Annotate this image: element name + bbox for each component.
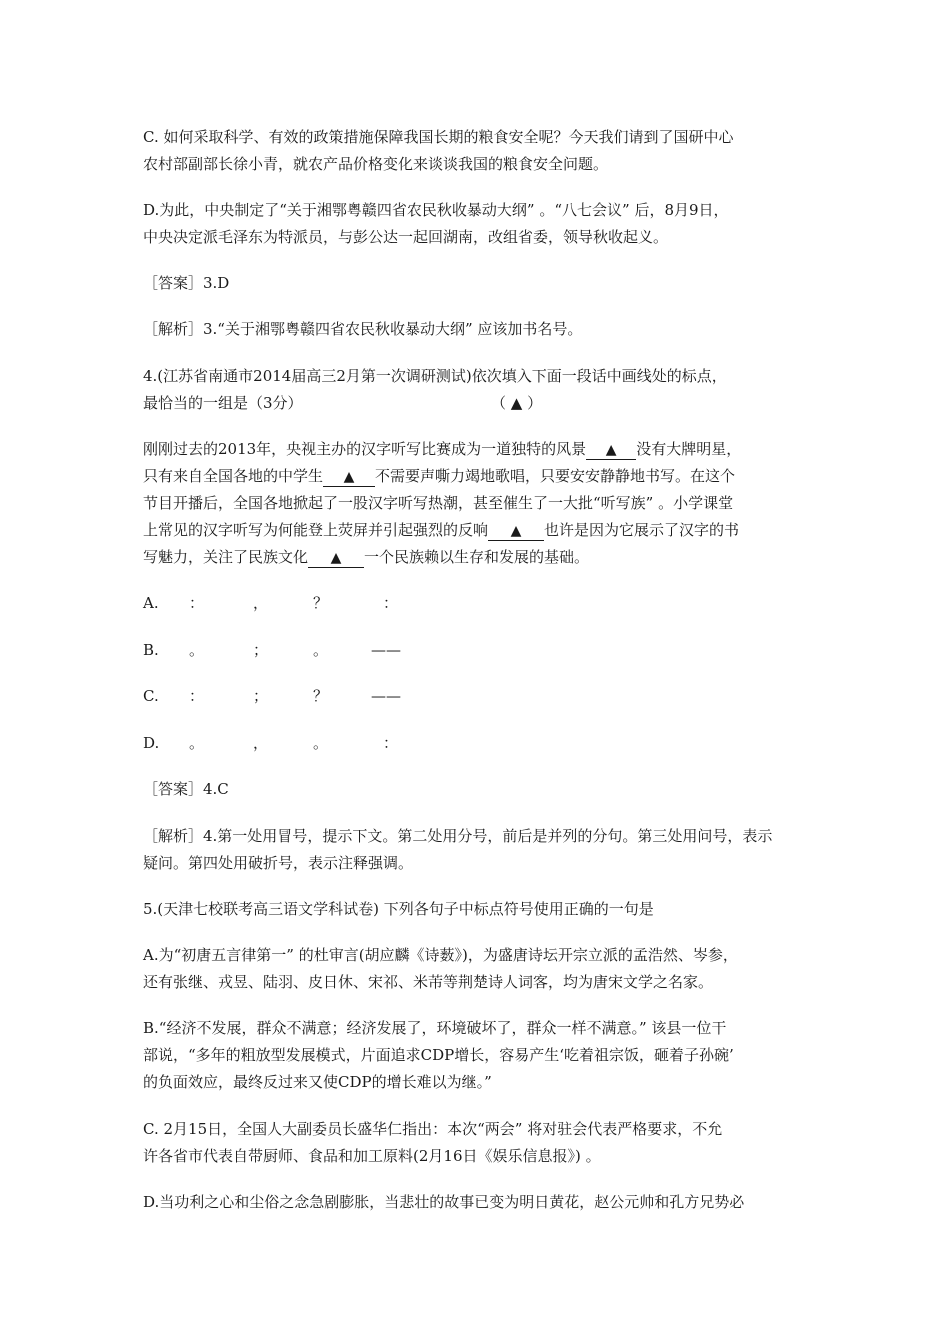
q5-option-b-line3: 的负面效应，最终反过来又使CDP的增长难以为继。” <box>143 1073 492 1091</box>
option-mark-2: ； <box>253 687 269 705</box>
q5-option-c-line2: 许各省市代表自带厨师、食品和加工原料(2月16日《娱乐信息报》) 。 <box>143 1147 601 1165</box>
q5-option-b-line1: B.“经济不发展，群众不满意；经济发展了，环境破坏了，群众一样不满意。” 该县一位干 <box>143 1019 727 1037</box>
passage-line-2 <box>143 465 735 487</box>
passage-text: 也许是因为它展示了汉字的书 <box>544 521 740 539</box>
q4-analysis-line2: 疑问。第四处用破折号，表示注释强调。 <box>143 854 414 872</box>
passage-text: 上常见的汉字听写为何能登上荧屏并引起强烈的反响 <box>143 521 489 539</box>
passage-text: 不需要声嘶力竭地歌唱，只要安安静静地书写。在这个 <box>375 467 736 485</box>
passage-text: 刚刚过去的2013年，央视主办的汉字听写比赛成为一道独特的风景 <box>143 440 587 458</box>
option-mark-2: ， <box>253 594 269 612</box>
option-mark-2: ； <box>253 641 269 659</box>
option-label: A. <box>143 594 159 612</box>
option-mark-4: —— <box>371 687 401 705</box>
q4-stem-line2 <box>143 392 543 414</box>
q5-option-c-line1: C. 2月15日，全国人大副委员长盛华仁指出：本次“两会” 将对驻会代表严格要求，不允 <box>143 1120 723 1138</box>
option-d <box>143 732 443 754</box>
passage-text: 一个民族赖以生存和发展的基础。 <box>364 548 590 566</box>
passage-line-3: 节目开播后，全国各地掀起了一股汉字听写热潮，甚至催生了一大批“听写族” 。小学课堂 <box>143 494 734 512</box>
q3-option-d-line1: D.为此，中央制定了“关于湘鄂粤赣四省农民秋收暴动大纲” 。“八七会议” 后，8月9日， <box>143 201 729 219</box>
option-mark-4: —— <box>371 641 401 659</box>
passage-text: 没有大牌明星， <box>636 440 742 458</box>
option-b <box>143 639 443 661</box>
passage-text: 只有来自全国各地的中学生 <box>143 467 324 485</box>
option-mark-3: ？ <box>313 594 329 612</box>
option-mark-1: ： <box>189 687 205 705</box>
blank-1: ▲ <box>586 441 636 460</box>
q3-option-c-line2: 农村部副部长徐小青，就农产品价格变化来谈谈我国的粮食安全问题。 <box>143 155 609 173</box>
option-a <box>143 592 443 614</box>
passage-line-4 <box>143 519 739 541</box>
q5-stem: 5.(天津七校联考高三语文学科试卷) 下列各句子中标点符号使用正确的一句是 <box>143 900 654 918</box>
option-c <box>143 685 443 707</box>
q3-answer: ［答案］3.D <box>143 274 230 292</box>
option-label: C. <box>143 687 159 705</box>
q3-option-c-line1: C. 如何采取科学、有效的政策措施保障我国长期的粮食安全呢？今天我们请到了国研中心 <box>143 128 734 146</box>
option-mark-1: 。 <box>189 734 205 752</box>
option-mark-3: 。 <box>313 641 329 659</box>
q4-stem-line1: 4.(江苏省南通市2014届高三2月第一次调研测试)依次填入下面一段话中画线处的标点， <box>143 367 727 385</box>
option-label: D. <box>143 734 160 752</box>
option-mark-2: ， <box>253 734 269 752</box>
q3-option-d-line2: 中央决定派毛泽东为特派员，与彭公达一起回湖南，改组省委，领导秋收起义。 <box>143 228 669 246</box>
option-label: B. <box>143 641 159 659</box>
q5-option-b-line2: 部说，“多年的粗放型发展模式，片面追求CDP增长，容易产生‘吃着祖宗饭，砸着子孙碗’ <box>143 1046 734 1064</box>
option-mark-3: ？ <box>313 687 329 705</box>
q4-answer: ［答案］4.C <box>143 780 229 798</box>
option-mark-4: ： <box>383 594 399 612</box>
q5-option-d-line1: D.当功利之心和尘俗之念急剧膨胀，当悲壮的故事已变为明日黄花，赵公元帅和孔方兄势必 <box>143 1193 745 1211</box>
answer-paren: （ ▲ ） <box>491 394 543 412</box>
blank-3: ▲ <box>488 522 544 541</box>
q5-option-a-line2: 还有张继、戎昱、陆羽、皮日休、宋祁、米芾等荆楚诗人词客，均为唐宋文学之名家。 <box>143 973 714 991</box>
option-mark-3: 。 <box>313 734 329 752</box>
q4-analysis-line1: ［解析］4.第一处用冒号，提示下文。第二处用分号，前后是并列的分句。第三处用问号，表示 <box>143 827 773 845</box>
blank-2: ▲ <box>323 468 375 487</box>
option-mark-4: ： <box>383 734 399 752</box>
passage-text: 写魅力，关注了民族文化 <box>143 548 309 566</box>
passage-line-1 <box>143 438 741 460</box>
option-mark-1: 。 <box>189 641 205 659</box>
option-mark-1: ： <box>189 594 205 612</box>
q5-option-a-line1: A.为“初唐五言律第一” 的杜审言(胡应麟《诗薮》)，为盛唐诗坛开宗立派的孟浩然、岑参， <box>143 946 738 964</box>
passage-line-5 <box>143 546 589 568</box>
blank-4: ▲ <box>308 549 364 568</box>
q4-stem-text: 最恰当的一组是（3分） <box>143 394 303 412</box>
q3-analysis: ［解析］3.“关于湘鄂粤赣四省农民秋收暴动大纲” 应该加书名号。 <box>143 320 583 338</box>
